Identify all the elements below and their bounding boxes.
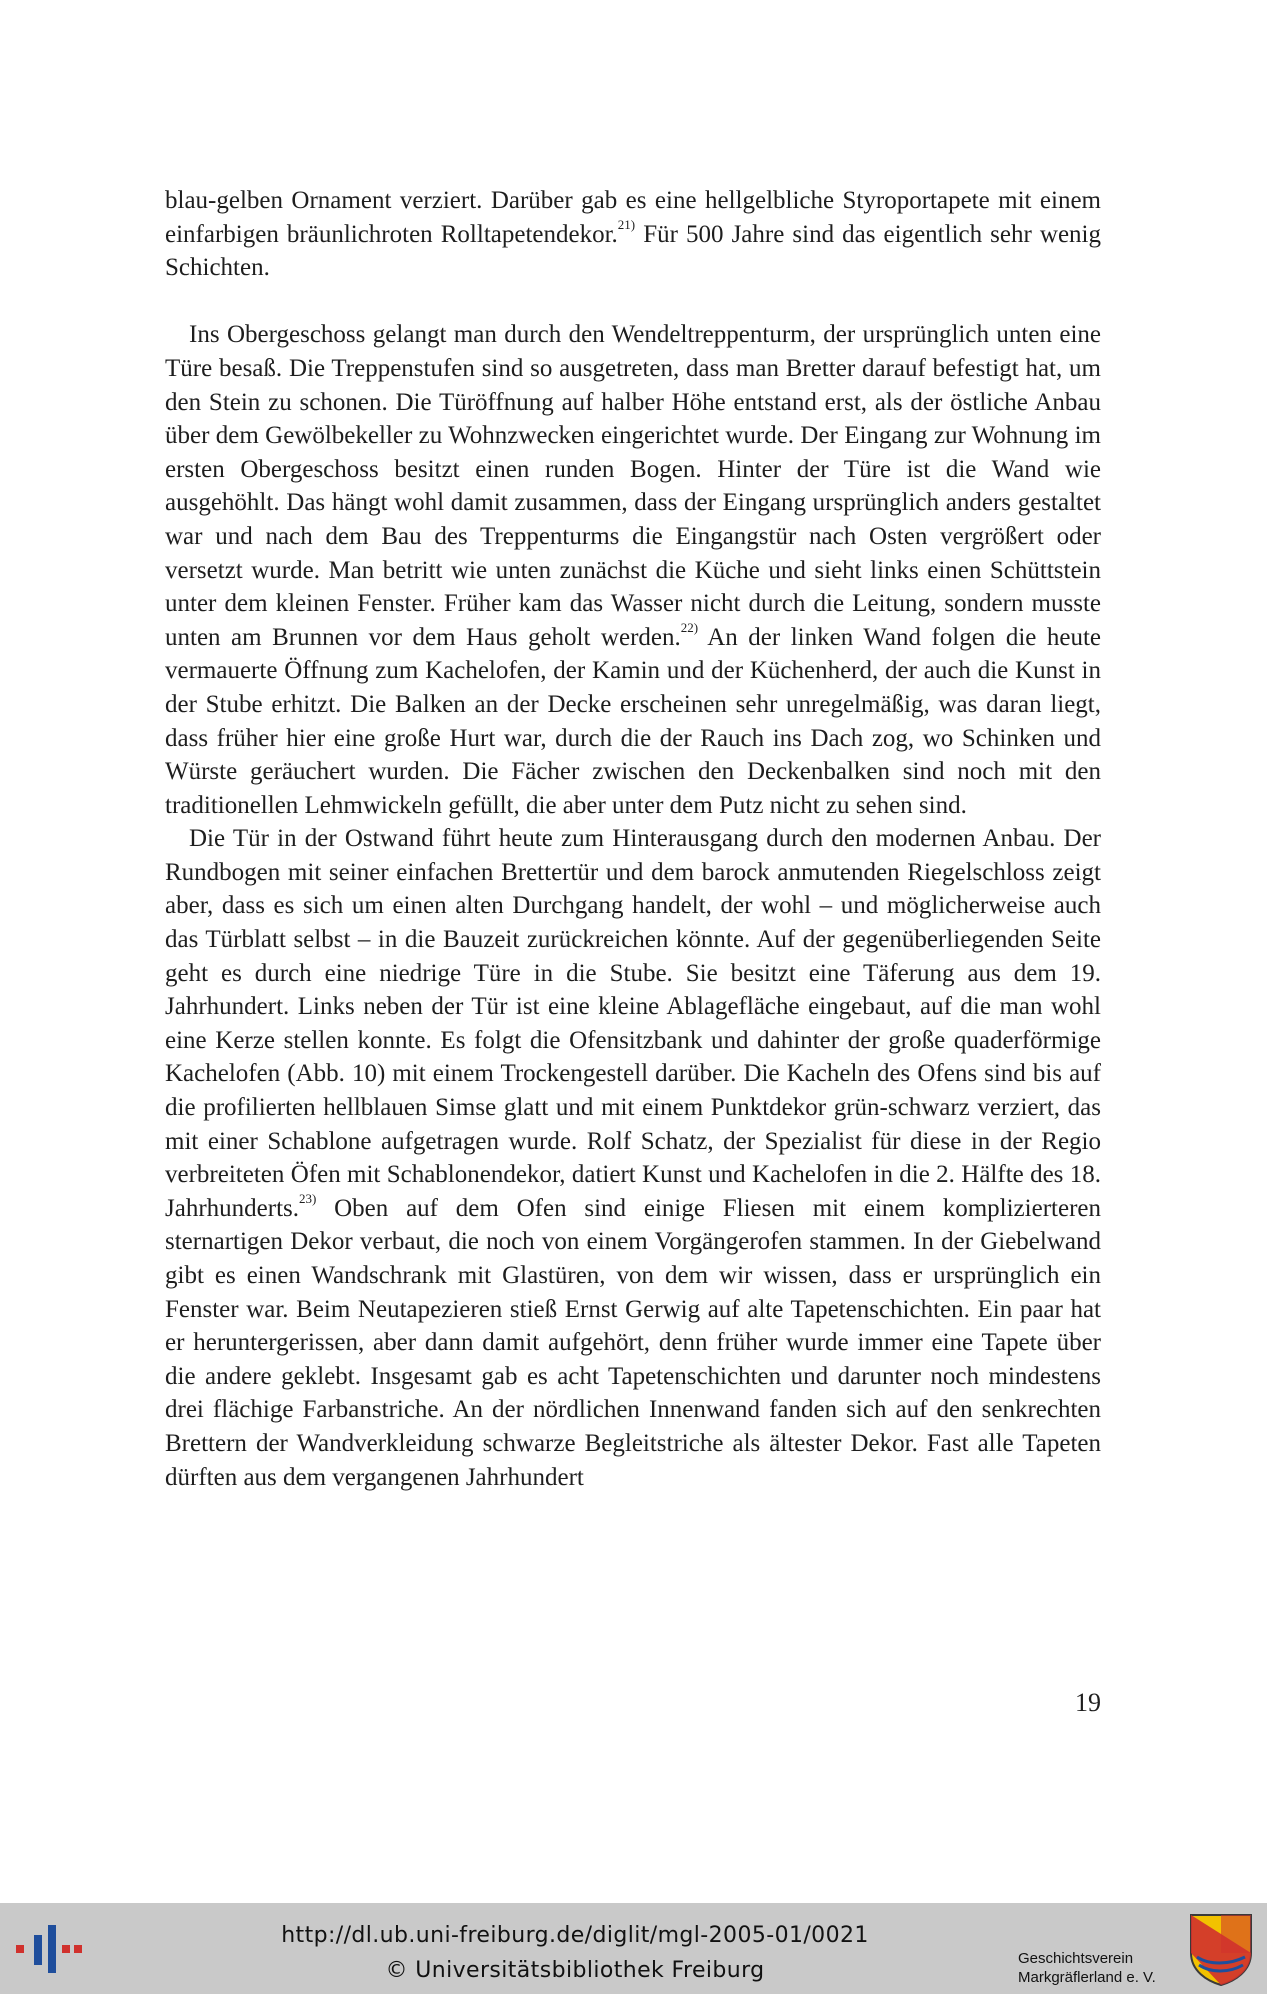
footnote-marker[interactable]: 23) (299, 1191, 317, 1207)
text-run: Die Tür in der Ostwand führt heute zum Hinterausgang durch den modernen Anbau. Der Rundbogen mit seiner einfachen Brettertür und dem barock anmutenden Riegelschloss zeigt aber, dass es sich um einen alten Durchgang handelt, der wohl – und möglicherweise auch das Türblatt selbst – in die Bauzeit zurückreichen könnte. Auf der gegenüberliegenden Seite geht es durch eine niedrige Türe in die Stube. Sie besitzt eine Täferung aus dem 19. Jahrhundert. Links neben der Tür ist eine kleine Ablagefläche eingebaut, auf die man wohl eine Kerze stellen konnte. Es folgt die Ofensitzbank und dahinter der große quaderförmige Kachelofen (Abb. 10) mit einem Trockengestell darüber. Die Kacheln des Ofens sind bis auf die profilierten hellblauen Simse glatt und mit einem Punktdekor grün-schwarz verziert, das mit einer Schablone aufgetragen wurde. Rolf Schatz, der Spezialist für diese in der Regio verbreiteten Öfen mit Schablonendekor, datiert Kunst und Kachelofen in die 2. Hälfte des 18. Jahrhunderts. (165, 825, 1101, 1222)
footer-org-name (1018, 1949, 1178, 1987)
text-run: Für 500 Jahre sind das eigentlich sehr wenig Schichten. (165, 220, 1101, 282)
text-run: An der linken Wand folgen die heute vermauerte Öffnung zum Kachelofen, der Kamin und der Küchenherd, der auch die Kunst in der Stube erhitzt. Die Balken an der Decke erscheinen sehr unregelmäßig, was daran liegt, dass früher hier eine große Hurt war, durch die der Rauch ins Dach zog, wo Schinken und Würste geräuchert wurden. Die Fächer zwischen den Deckenbalken sind noch mit den traditionellen Lehmwickeln gefüllt, die aber unter dem Putz nicht zu sehen sind. (165, 623, 1101, 819)
paragraph-3 (165, 822, 1101, 1494)
text-run: blau-gelben Ornament verziert. Darüber gab es eine hellgelbliche Styroportapete mit einem einfarbigen bräunlichroten Rolltapetendekor. (165, 187, 1101, 248)
org-line-1: Geschichtsverein (1018, 1950, 1134, 1967)
footnote-marker[interactable]: 22) (680, 620, 699, 636)
footer-url-link[interactable]: http://dl.ub.uni-freiburg.de/diglit/mgl-2005-01/0021 (281, 1923, 869, 1948)
footnote-marker[interactable]: 21) (617, 217, 636, 233)
paragraph-2 (165, 318, 1101, 822)
text-run: Ins Obergeschoss gelangt man durch den Wendeltreppenturm, der ursprünglich unten eine Türe besaß. Die Treppenstufen sind so ausgetreten, dass man Bretter darauf befestigt hat, um den Stein zu schonen. Die Türöffnung auf halber Höhe entstand erst, als der östliche Anbau über dem Gewölbekeller zu Wohnzwecken eingerichtet wurde. Der Eingang zur Wohnung im ersten Obergeschoss besitzt einen runden Bogen. Hinter der Türe ist die Wand wie ausgehöhlt. Das hängt wohl damit zusammen, dass der Eingang ursprünglich anders gestaltet war und nach dem Bau des Treppenturms die Eingangstür nach Osten vergrößert oder versetzt wurde. Man betritt wie unten zunächst die Küche und sieht links einen Schüttstein unter dem kleinen Fenster. Früher kam das Wasser nicht durch die Leitung, sondern musste unten am Brunnen vor dem Haus geholt werden. (165, 321, 1101, 651)
footer-bar (0, 1903, 1267, 1994)
coat-of-arms-icon[interactable] (1189, 1913, 1253, 1987)
footer-copyright: © Universitätsbibliothek Freiburg (385, 1958, 765, 1983)
org-line-2: Markgräflerland e. V. (1018, 1969, 1156, 1986)
paragraph-1 (165, 184, 1101, 285)
library-logo-icon[interactable] (14, 1925, 84, 1973)
text-run: Oben auf dem Ofen sind einige Fliesen mit einem komplizierteren sternartigen Dekor verbaut, die noch von einem Vorgängerofen stammen. In der Giebelwand gibt es einen Wandschrank mit Glastüren, von dem wir wissen, dass er ursprünglich ein Fenster war. Beim Neutapezieren stieß Ernst Gerwig auf alte Tapetenschichten. Ein paar hat er heruntergerissen, aber dann damit aufgehört, denn früher wurde immer eine Tapete über die andere geklebt. Insgesamt gab es acht Tapetenschichten und darunter noch mindestens drei flächige Farbanstriche. An der nördlichen Innenwand fanden sich auf den senkrechten Brettern der Wandverkleidung schwarze Begleitstriche als ältester Dekor. Fast alle Tapeten dürften aus dem vergangenen Jahrhundert (165, 1194, 1101, 1491)
body-text (165, 184, 1101, 1494)
page-number: 19 (1075, 1688, 1101, 1717)
